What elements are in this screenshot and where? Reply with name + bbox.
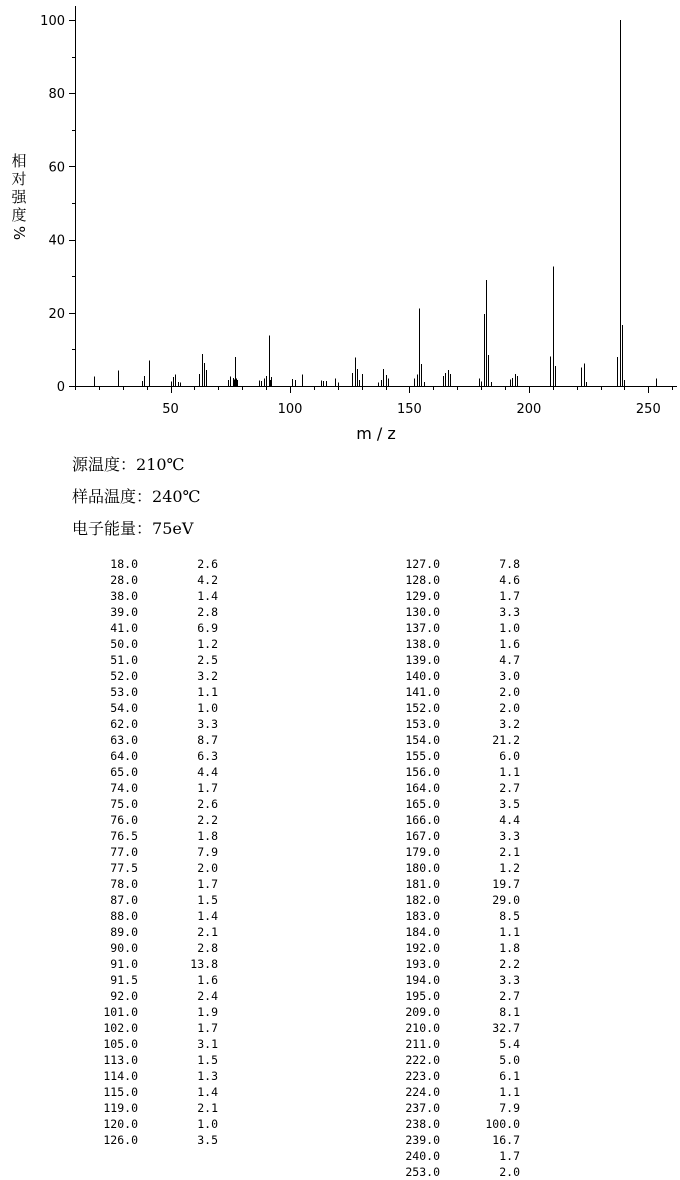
mz-value: 102.0: [103, 1021, 138, 1035]
peak-row: [94, 700, 218, 716]
intensity-value: 16.7: [492, 1133, 520, 1147]
mz-value: 239.0: [405, 1133, 440, 1147]
intensity-value: 2.0: [197, 861, 218, 875]
mz-value: 89.0: [110, 925, 138, 939]
peak-row: [94, 956, 218, 972]
peak-row: [94, 572, 218, 588]
y-axis-title-char: 对: [11, 170, 27, 188]
intensity-value: 8.5: [499, 909, 520, 923]
peak-row: [94, 764, 218, 780]
peak-row: [94, 828, 218, 844]
mz-value: 105.0: [103, 1037, 138, 1051]
mz-value: 192.0: [405, 941, 440, 955]
peak-row: [94, 1100, 218, 1116]
intensity-value: 2.0: [499, 1165, 520, 1179]
peak-row: [94, 1068, 218, 1084]
intensity-value: 1.9: [197, 1005, 218, 1019]
intensity-value: 3.2: [499, 717, 520, 731]
intensity-value: 1.6: [499, 637, 520, 651]
intensity-value: 1.4: [197, 1085, 218, 1099]
intensity-value: 2.2: [499, 957, 520, 971]
condition-label: 源温度：: [72, 455, 137, 474]
intensity-value: 3.0: [499, 669, 520, 683]
peak-row: [94, 844, 218, 860]
mz-value: 28.0: [110, 573, 138, 587]
mz-value: 113.0: [103, 1053, 138, 1067]
peak-row: [396, 860, 520, 876]
intensity-value: 3.3: [499, 605, 520, 619]
y-tick-label: 40: [48, 233, 65, 249]
mz-value: 38.0: [110, 589, 138, 603]
peak-row: [396, 604, 520, 620]
peak-row: [396, 1148, 520, 1164]
peak-row: [94, 780, 218, 796]
peak-row: [396, 972, 520, 988]
peak-row: [396, 940, 520, 956]
mass-spectrum-chart: [0, 0, 680, 450]
mz-value: 54.0: [110, 701, 138, 715]
peak-row: [396, 844, 520, 860]
intensity-value: 6.1: [499, 1069, 520, 1083]
intensity-value: 1.5: [197, 1053, 218, 1067]
mz-value: 63.0: [110, 733, 138, 747]
mz-value: 76.0: [110, 813, 138, 827]
y-tick-label: 100: [40, 14, 65, 29]
mz-value: 41.0: [110, 621, 138, 635]
mz-value: 91.5: [110, 973, 138, 987]
peak-row: [396, 588, 520, 604]
peak-row: [94, 812, 218, 828]
intensity-value: 6.9: [197, 621, 218, 635]
peak-row: [396, 892, 520, 908]
peak-row: [94, 924, 218, 940]
peak-row: [396, 716, 520, 732]
peak-row: [94, 796, 218, 812]
mz-value: 91.0: [110, 957, 138, 971]
mz-value: 211.0: [405, 1037, 440, 1051]
condition-sample-temp: [72, 484, 200, 507]
peak-row: [396, 1036, 520, 1052]
intensity-value: 1.2: [197, 637, 218, 651]
mz-value: 101.0: [103, 1005, 138, 1019]
mz-value: 210.0: [405, 1021, 440, 1035]
mz-value: 119.0: [103, 1101, 138, 1115]
intensity-value: 1.1: [197, 685, 218, 699]
peak-row: [396, 556, 520, 572]
peak-row: [396, 828, 520, 844]
mz-value: 209.0: [405, 1005, 440, 1019]
intensity-value: 1.0: [197, 1117, 218, 1131]
intensity-value: 1.1: [499, 925, 520, 939]
intensity-value: 4.7: [499, 653, 520, 667]
mz-value: 52.0: [110, 669, 138, 683]
mz-value: 137.0: [405, 621, 440, 635]
intensity-value: 3.5: [499, 797, 520, 811]
spectrum-bars: [95, 20, 657, 386]
peak-row: [94, 1052, 218, 1068]
mz-value: 153.0: [405, 717, 440, 731]
peak-row: [94, 860, 218, 876]
mz-value: 164.0: [405, 781, 440, 795]
intensity-value: 4.4: [197, 765, 218, 779]
intensity-value: 2.1: [197, 925, 218, 939]
intensity-value: 2.0: [499, 701, 520, 715]
peak-row: [396, 1004, 520, 1020]
peak-row: [94, 604, 218, 620]
intensity-value: 4.6: [499, 573, 520, 587]
intensity-value: 1.4: [197, 909, 218, 923]
intensity-value: 6.3: [197, 749, 218, 763]
peak-row: [396, 1132, 520, 1148]
intensity-value: 5.0: [499, 1053, 520, 1067]
intensity-value: 13.8: [190, 957, 218, 971]
mz-value: 195.0: [405, 989, 440, 1003]
intensity-value: 1.6: [197, 973, 218, 987]
mz-value: 155.0: [405, 749, 440, 763]
mz-value: 64.0: [110, 749, 138, 763]
intensity-value: 7.9: [197, 845, 218, 859]
peak-row: [94, 588, 218, 604]
intensity-value: 1.1: [499, 765, 520, 779]
mz-value: 18.0: [110, 557, 138, 571]
mz-value: 156.0: [405, 765, 440, 779]
peak-row: [94, 908, 218, 924]
peak-row: [94, 988, 218, 1004]
peak-row: [396, 876, 520, 892]
mz-value: 115.0: [103, 1085, 138, 1099]
y-tick-label: 0: [56, 380, 65, 395]
mz-value: 194.0: [405, 973, 440, 987]
x-axis-title: m / z: [356, 424, 396, 443]
x-tick-label: 100: [277, 402, 303, 417]
peak-row: [396, 1116, 520, 1132]
peak-row: [94, 876, 218, 892]
intensity-value: 3.3: [197, 717, 218, 731]
mz-value: 88.0: [110, 909, 138, 923]
intensity-value: 7.8: [499, 557, 520, 571]
intensity-value: 2.1: [197, 1101, 218, 1115]
intensity-value: 1.3: [197, 1069, 218, 1083]
mz-value: 62.0: [110, 717, 138, 731]
peak-row: [396, 1020, 520, 1036]
peak-row: [396, 620, 520, 636]
peak-row: [94, 1084, 218, 1100]
intensity-value: 2.7: [499, 781, 520, 795]
intensity-value: 1.7: [197, 1021, 218, 1035]
peak-row: [94, 652, 218, 668]
peak-row: [396, 1084, 520, 1100]
y-axis-title-char: 强: [11, 188, 27, 206]
mz-value: 77.5: [110, 861, 138, 875]
peak-row: [94, 716, 218, 732]
intensity-value: 1.1: [499, 1085, 520, 1099]
peak-row: [396, 684, 520, 700]
mz-value: 223.0: [405, 1069, 440, 1083]
mz-value: 152.0: [405, 701, 440, 715]
peak-row: [396, 636, 520, 652]
intensity-value: 5.4: [499, 1037, 520, 1051]
intensity-value: 3.2: [197, 669, 218, 683]
condition-value: 240℃: [152, 487, 201, 506]
mz-value: 65.0: [110, 765, 138, 779]
y-axis-title-char: %: [10, 225, 28, 241]
peak-row: [396, 956, 520, 972]
intensity-value: 1.4: [197, 589, 218, 603]
y-tick-label: 60: [48, 160, 65, 176]
y-tick-label: 80: [48, 87, 65, 103]
mz-value: 126.0: [103, 1133, 138, 1147]
peak-table-right: [396, 556, 520, 1180]
intensity-value: 2.8: [197, 941, 218, 955]
intensity-value: 1.0: [499, 621, 520, 635]
peak-table-left: [94, 556, 218, 1148]
mz-value: 53.0: [110, 685, 138, 699]
mz-value: 78.0: [110, 877, 138, 891]
mz-value: 184.0: [405, 925, 440, 939]
mz-value: 50.0: [110, 637, 138, 651]
x-tick-label: 200: [516, 402, 542, 417]
intensity-value: 2.2: [197, 813, 218, 827]
peak-row: [396, 668, 520, 684]
condition-electron-energy: [72, 516, 193, 539]
peak-row: [94, 1116, 218, 1132]
peak-row: [94, 556, 218, 572]
intensity-value: 29.0: [492, 893, 520, 907]
mz-value: 39.0: [110, 605, 138, 619]
mz-value: 75.0: [110, 797, 138, 811]
y-axis-title: [10, 152, 28, 240]
mz-value: 193.0: [405, 957, 440, 971]
intensity-value: 2.7: [499, 989, 520, 1003]
mz-value: 154.0: [405, 733, 440, 747]
intensity-value: 3.1: [197, 1037, 218, 1051]
peak-row: [396, 748, 520, 764]
intensity-value: 1.7: [499, 1149, 520, 1163]
mz-value: 77.0: [110, 845, 138, 859]
condition-value: 75eV: [152, 519, 194, 538]
mz-value: 253.0: [405, 1165, 440, 1179]
peak-row: [396, 764, 520, 780]
intensity-value: 1.7: [197, 877, 218, 891]
mz-value: 51.0: [110, 653, 138, 667]
intensity-value: 4.2: [197, 573, 218, 587]
intensity-value: 21.2: [492, 733, 520, 747]
peak-row: [94, 1020, 218, 1036]
peak-row: [396, 1164, 520, 1180]
intensity-value: 32.7: [492, 1021, 520, 1035]
y-axis-ticks: [40, 14, 75, 395]
x-tick-label: 50: [162, 402, 179, 417]
mz-value: 127.0: [405, 557, 440, 571]
intensity-value: 1.5: [197, 893, 218, 907]
mz-value: 128.0: [405, 573, 440, 587]
intensity-value: 3.5: [197, 1133, 218, 1147]
peak-row: [94, 620, 218, 636]
mz-value: 180.0: [405, 861, 440, 875]
peak-row: [94, 748, 218, 764]
intensity-value: 2.1: [499, 845, 520, 859]
peak-row: [396, 780, 520, 796]
mz-value: 130.0: [405, 605, 440, 619]
peak-row: [396, 796, 520, 812]
mz-value: 87.0: [110, 893, 138, 907]
intensity-value: 8.7: [197, 733, 218, 747]
condition-label: 样品温度：: [72, 487, 153, 506]
intensity-value: 4.4: [499, 813, 520, 827]
x-tick-label: 150: [397, 402, 422, 417]
peak-row: [94, 1004, 218, 1020]
intensity-value: 2.8: [197, 605, 218, 619]
peak-row: [94, 1036, 218, 1052]
peak-row: [396, 988, 520, 1004]
peak-row: [94, 1132, 218, 1148]
x-tick-label: 250: [635, 402, 661, 417]
condition-value: 210℃: [136, 455, 185, 474]
intensity-value: 2.4: [197, 989, 218, 1003]
peak-row: [94, 892, 218, 908]
mz-value: 139.0: [405, 653, 440, 667]
mz-value: 141.0: [405, 685, 440, 699]
peak-row: [94, 972, 218, 988]
peak-row: [396, 572, 520, 588]
intensity-value: 6.0: [499, 749, 520, 763]
mz-value: 238.0: [405, 1117, 440, 1131]
y-tick-label: 20: [48, 306, 65, 322]
mz-value: 138.0: [405, 637, 440, 651]
peak-row: [396, 924, 520, 940]
x-axis-ticks: [76, 386, 673, 417]
mz-value: 129.0: [405, 589, 440, 603]
peak-row: [396, 652, 520, 668]
mz-value: 224.0: [405, 1085, 440, 1099]
condition-label: 电子能量：: [72, 519, 153, 538]
peak-row: [396, 812, 520, 828]
mz-value: 222.0: [405, 1053, 440, 1067]
mz-value: 165.0: [405, 797, 440, 811]
peak-row: [396, 1100, 520, 1116]
y-axis-title-char: 度: [11, 206, 27, 224]
intensity-value: 2.6: [197, 557, 218, 571]
peak-row: [94, 732, 218, 748]
mz-value: 182.0: [405, 893, 440, 907]
condition-source-temp: [72, 452, 184, 475]
intensity-value: 2.5: [197, 653, 218, 667]
intensity-value: 2.0: [499, 685, 520, 699]
mz-value: 92.0: [110, 989, 138, 1003]
intensity-value: 1.0: [197, 701, 218, 715]
mz-value: 120.0: [103, 1117, 138, 1131]
intensity-value: 8.1: [499, 1005, 520, 1019]
intensity-value: 1.7: [197, 781, 218, 795]
mz-value: 167.0: [405, 829, 440, 843]
peak-row: [396, 908, 520, 924]
peak-row: [94, 940, 218, 956]
chart-axes: [75, 6, 677, 387]
mz-value: 166.0: [405, 813, 440, 827]
intensity-value: 19.7: [492, 877, 520, 891]
peak-row: [94, 668, 218, 684]
mz-value: 179.0: [405, 845, 440, 859]
mz-value: 76.5: [110, 829, 138, 843]
intensity-value: 1.7: [499, 589, 520, 603]
intensity-value: 1.2: [499, 861, 520, 875]
intensity-value: 3.3: [499, 973, 520, 987]
mz-value: 240.0: [405, 1149, 440, 1163]
mz-value: 114.0: [103, 1069, 138, 1083]
intensity-value: 7.9: [499, 1101, 520, 1115]
mz-value: 183.0: [405, 909, 440, 923]
peak-row: [396, 1068, 520, 1084]
mz-value: 90.0: [110, 941, 138, 955]
intensity-value: 1.8: [197, 829, 218, 843]
mz-value: 74.0: [110, 781, 138, 795]
intensity-value: 100.0: [485, 1117, 520, 1131]
peak-row: [94, 684, 218, 700]
peak-row: [94, 636, 218, 652]
peak-row: [396, 732, 520, 748]
peak-row: [396, 1052, 520, 1068]
y-axis-title-char: 相: [11, 152, 27, 170]
peak-row: [396, 700, 520, 716]
intensity-value: 1.8: [499, 941, 520, 955]
intensity-value: 2.6: [197, 797, 218, 811]
mz-value: 237.0: [405, 1101, 440, 1115]
mz-value: 140.0: [405, 669, 440, 683]
intensity-value: 3.3: [499, 829, 520, 843]
mz-value: 181.0: [405, 877, 440, 891]
